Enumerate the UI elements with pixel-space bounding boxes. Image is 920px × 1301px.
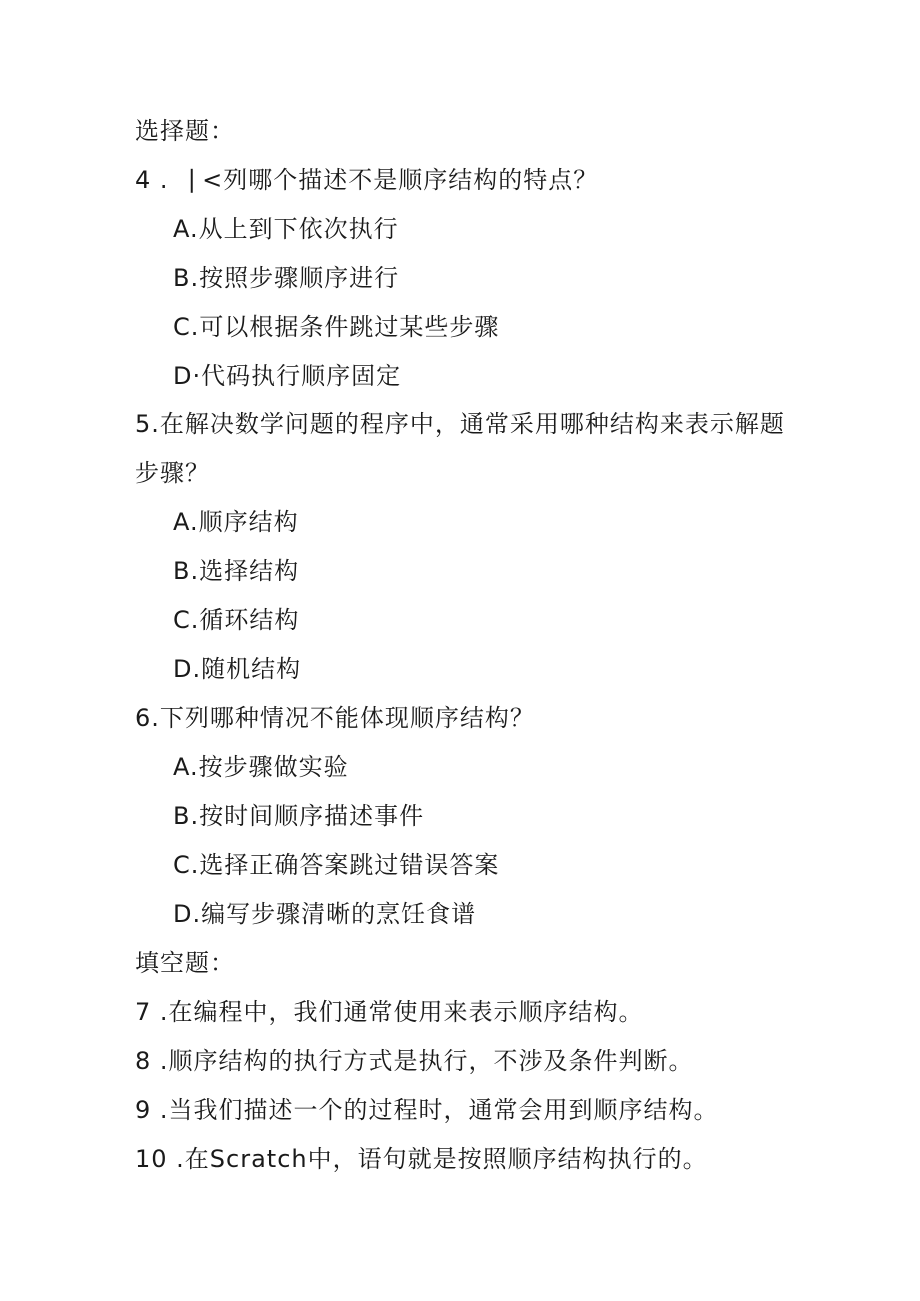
question-9: 9 .当我们描述一个的过程时，通常会用到顺序结构。 [135, 1096, 719, 1124]
question-5-line-2: 步骤？ [135, 459, 210, 487]
question-4-option-b: B.按照步骤顺序进行 [173, 264, 400, 292]
question-10: 10 .在Scratch中，语句就是按照顺序结构执行的。 [135, 1145, 708, 1173]
question-5-option-c: C.循环结构 [173, 606, 300, 634]
question-8: 8 .顺序结构的执行方式是执行，不涉及条件判断。 [135, 1047, 694, 1075]
question-6-option-d: D.编写步骤清晰的烹饪食谱 [173, 900, 477, 928]
question-4: 4 .⎹ <列哪个描述不是顺序结构的特点？ [135, 166, 599, 194]
question-7: 7 .在编程中，我们通常使用来表示顺序结构。 [135, 998, 644, 1026]
choice-section-heading: 选择题： [135, 117, 235, 145]
question-5-line-1: 5.在解决数学问题的程序中，通常采用哪种结构来表示解题 [135, 410, 785, 438]
question-5-option-a: A.顺序结构 [173, 508, 299, 536]
question-4-option-a: A.从上到下依次执行 [173, 215, 399, 243]
question-6-option-c: C.选择正确答案跳过错误答案 [173, 851, 500, 879]
question-4-option-d: D·代码执行顺序固定 [173, 362, 402, 390]
question-5-option-d: D.随机结构 [173, 655, 302, 683]
fill-section-heading: 填空题： [135, 949, 235, 977]
question-6-option-b: B.按时间顺序描述事件 [173, 802, 425, 830]
question-5-option-b: B.选择结构 [173, 557, 300, 585]
question-6: 6.下列哪种情况不能体现顺序结构？ [135, 704, 535, 732]
question-6-option-a: A.按步骤做实验 [173, 753, 349, 781]
question-4-option-c: C.可以根据条件跳过某些步骤 [173, 313, 500, 341]
